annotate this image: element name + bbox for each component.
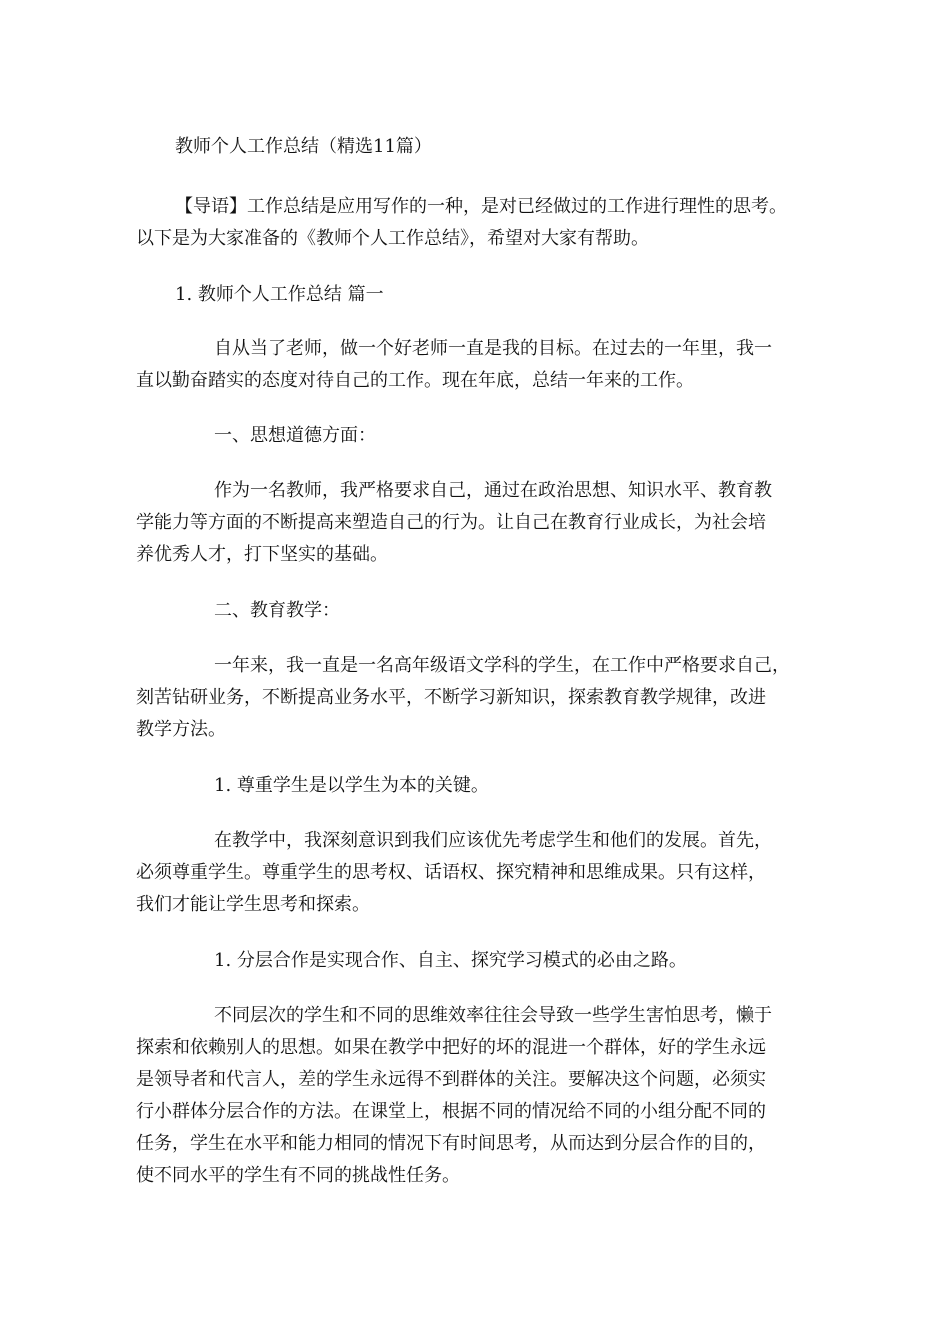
intro-line-1: 【导语】工作总结是应用写作的一种，是对已经做过的工作进行理性的思考。 [175, 196, 787, 217]
paragraph-5-line-2: 探索和依赖别人的思想。如果在教学中把好的坏的混进一个群体，好的学生永远 [136, 1037, 766, 1058]
paragraph-3-line-2: 刻苦钻研业务，不断提高业务水平，不断学习新知识，探索教育教学规律，改进 [136, 687, 766, 708]
paragraph-5-line-5: 任务，学生在水平和能力相同的情况下有时间思考，从而达到分层合作的目的， [136, 1133, 766, 1154]
paragraph-4-line-2: 必须尊重学生。尊重学生的思考权、话语权、探究精神和思维成果。只有这样， [136, 862, 766, 883]
document-title: 教师个人工作总结（精选11篇） [175, 136, 432, 157]
paragraph-1-line-1: 自从当了老师，做一个好老师一直是我的目标。在过去的一年里，我一 [214, 338, 772, 359]
paragraph-2-line-2: 学能力等方面的不断提高来塑造自己的行为。让自己在教育行业成长，为社会培 [136, 512, 766, 533]
paragraph-4-line-1: 在教学中，我深刻意识到我们应该优先考虑学生和他们的发展。首先， [214, 830, 772, 851]
paragraph-4-line-3: 我们才能让学生思考和探索。 [136, 894, 370, 915]
paragraph-5-line-3: 是领导者和代言人，差的学生永远得不到群体的关注。要解决这个问题，必须实 [136, 1069, 766, 1090]
paragraph-2-line-3: 养优秀人才，打下坚实的基础。 [136, 544, 388, 565]
paragraph-1-line-2: 直以勤奋踏实的态度对待自己的工作。现在年底，总结一年来的工作。 [136, 370, 694, 391]
heading-teaching: 二、教育教学： [214, 600, 340, 621]
heading-layered-cooperation: 1. 分层合作是实现合作、自主、探究学习模式的必由之路。 [214, 950, 687, 971]
paragraph-3-line-1: 一年来，我一直是一名高年级语文学科的学生，在工作中严格要求自己， [214, 655, 790, 676]
section-title: 1. 教师个人工作总结 篇一 [175, 284, 384, 305]
heading-respect-students: 1. 尊重学生是以学生为本的关键。 [214, 775, 489, 796]
paragraph-5-line-1: 不同层次的学生和不同的思维效率往往会导致一些学生害怕思考，懒于 [214, 1005, 772, 1026]
paragraph-5-line-6: 使不同水平的学生有不同的挑战性任务。 [136, 1165, 460, 1186]
intro-line-2: 以下是为大家准备的《教师个人工作总结》，希望对大家有帮助。 [136, 228, 649, 249]
paragraph-2-line-1: 作为一名教师，我严格要求自己，通过在政治思想、知识水平、教育教 [214, 480, 772, 501]
paragraph-3-line-3: 教学方法。 [136, 719, 226, 740]
heading-ideology: 一、思想道德方面： [214, 425, 376, 446]
paragraph-5-line-4: 行小群体分层合作的方法。在课堂上，根据不同的情况给不同的小组分配不同的 [136, 1101, 766, 1122]
